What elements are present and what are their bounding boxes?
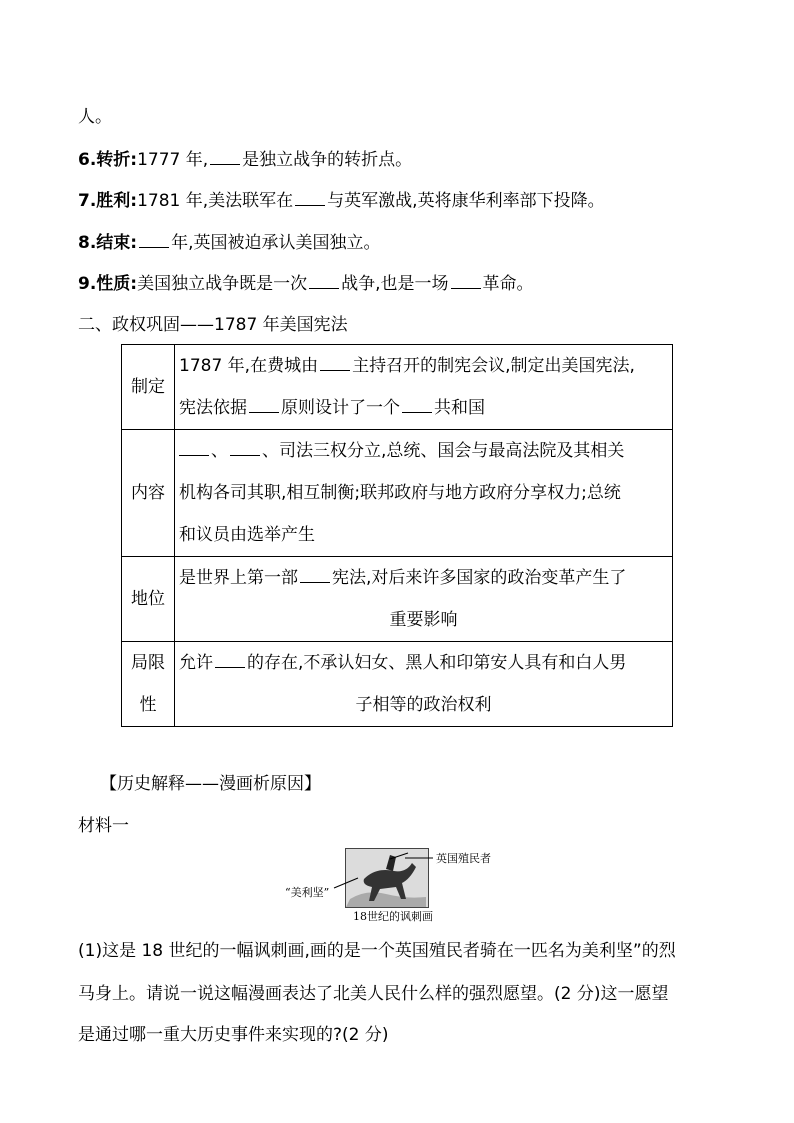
row-content: 是世界上第一部 宪法,对后来许多国家的政治变革产生了 重要影响 xyxy=(175,557,673,642)
label-colonist: 英国殖民者 xyxy=(436,852,491,865)
item-turning-point: 6.转折:1777 年, 是独立战争的转折点。 xyxy=(78,150,413,170)
fill-blank xyxy=(309,272,339,289)
fill-blank xyxy=(230,439,260,456)
fill-blank xyxy=(402,396,432,413)
row-label: 内容 xyxy=(122,430,175,557)
constitution-table xyxy=(121,344,673,727)
row-content: 1787 年,在费城由 主持召开的制宪会议,制定出美国宪法, 宪法依据 原则设计了一个 共和国 xyxy=(175,345,673,430)
fill-blank xyxy=(320,354,350,371)
item-label: 6.转折: xyxy=(78,150,138,170)
fill-blank xyxy=(215,651,245,668)
fill-blank xyxy=(295,189,325,206)
cartoon-caption: 18世纪的讽刺画 xyxy=(353,910,433,923)
item-nature: 9.性质:美国独立战争既是一次 战争,也是一场 革命。 xyxy=(78,274,534,294)
item-label: 9.性质: xyxy=(78,274,138,294)
item-label: 7.胜利: xyxy=(78,191,138,211)
table-row xyxy=(122,642,673,727)
row-content: 允许 的存在,不承认妇女、黑人和印第安人具有和白人男 子相等的政治权利 xyxy=(175,642,673,727)
top-fragment: 人。 xyxy=(78,107,112,127)
table-row xyxy=(122,557,673,642)
item-victory: 7.胜利:1781 年,美法联军在 与英军激战,英将康华利率部下投降。 xyxy=(78,191,605,211)
fill-blank xyxy=(249,396,279,413)
question-line-1: (1)这是 18 世纪的一幅讽刺画,画的是一个英国殖民者骑在一匹名为美利坚”的烈 xyxy=(78,941,676,961)
row-label: 地位 xyxy=(122,557,175,642)
row-content: 、 、司法三权分立,总统、国会与最高法院及其相关 机构各司其职,相互制衡;联邦政府与地方政府分享权力;总统 和议员由选举产生 xyxy=(175,430,673,557)
history-heading: 【历史解释——漫画析原因】 xyxy=(100,774,321,794)
question-line-3: 是通过哪一重大历史事件来实现的?(2 分) xyxy=(78,1025,389,1045)
question-line-2: 马身上。请说一说这幅漫画表达了北美人民什么样的强烈愿望。(2 分)这一愿望 xyxy=(78,984,669,1004)
fill-blank xyxy=(139,231,169,248)
fill-blank xyxy=(210,148,240,165)
row-label: 制定 xyxy=(122,345,175,430)
fill-blank xyxy=(300,566,330,583)
row-label: 局限 性 xyxy=(122,642,175,727)
table-row xyxy=(122,345,673,430)
label-america: “美利坚” xyxy=(285,886,330,899)
fill-blank xyxy=(451,272,481,289)
item-label: 8.结束: xyxy=(78,233,138,253)
material-label: 材料一 xyxy=(78,816,129,836)
fill-blank xyxy=(179,439,209,456)
section-title: 二、政权巩固——1787 年美国宪法 xyxy=(78,315,348,335)
item-end: 8.结束: 年,英国被迫承认美国独立。 xyxy=(78,233,381,253)
table-row xyxy=(122,430,673,557)
cartoon-pointers xyxy=(330,850,440,900)
